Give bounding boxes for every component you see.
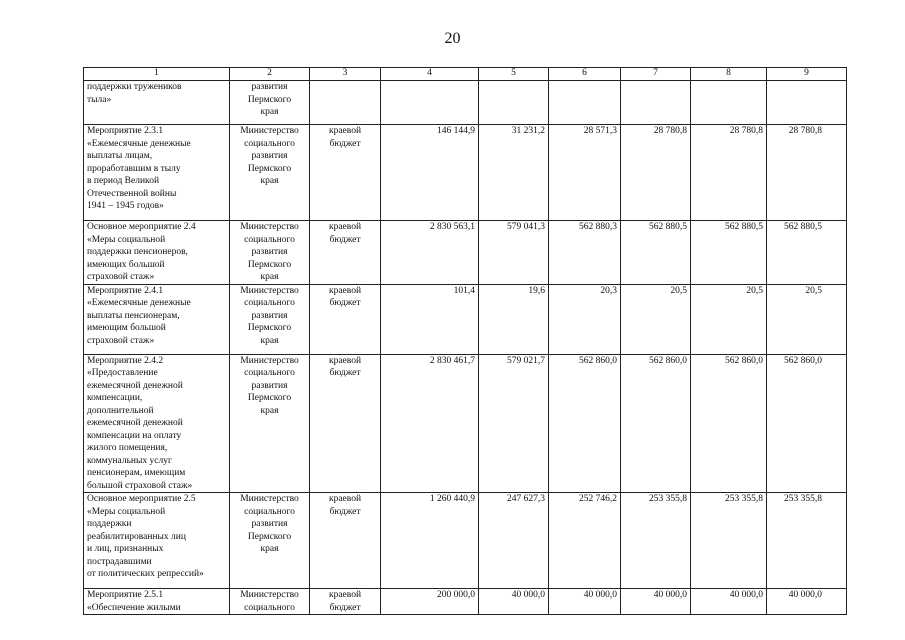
executor-cell: Министерство социального развития Пермского края bbox=[230, 493, 310, 589]
value-cell: 2 830 563,1 bbox=[381, 221, 479, 285]
measure-name-cell: Основное мероприятие 2.4 «Меры социальной поддержки пенсионеров, имеющих большой страховой стаж» bbox=[84, 221, 230, 285]
value-cell: 562 860,0 bbox=[621, 354, 691, 493]
table-row bbox=[84, 493, 847, 589]
column-header: 4 bbox=[381, 68, 479, 81]
funding-source-cell: краевой бюджет bbox=[310, 125, 381, 221]
measure-name-cell: Мероприятие 2.4.2 «Предоставление ежемесячной денежной компенсации, дополнительной ежемесячной денежной компенсации на оплату жилого помещения, коммунальных услуг пенсионерам, имеющим большой страховой стаж» bbox=[84, 354, 230, 493]
value-cell: 31 231,2 bbox=[479, 125, 549, 221]
table-row bbox=[84, 221, 847, 285]
value-cell bbox=[691, 81, 767, 125]
value-cell: 40 000,0 bbox=[479, 589, 549, 615]
table-row bbox=[84, 81, 847, 125]
value-cell: 562 880,5 bbox=[621, 221, 691, 285]
executor-cell: Министерство социального развития Пермского края bbox=[230, 221, 310, 285]
value-cell: 579 021,7 bbox=[479, 354, 549, 493]
executor-cell: Министерство социального bbox=[230, 589, 310, 615]
column-header: 2 bbox=[230, 68, 310, 81]
value-cell: 253 355,8 bbox=[621, 493, 691, 589]
value-cell: 253 355,8 bbox=[691, 493, 767, 589]
value-cell: 19,6 bbox=[479, 284, 549, 354]
value-cell: 40 000,0 bbox=[621, 589, 691, 615]
value-cell: 20,5 bbox=[621, 284, 691, 354]
value-cell bbox=[381, 81, 479, 125]
column-header: 6 bbox=[549, 68, 621, 81]
measure-name-cell: Мероприятие 2.5.1 «Обеспечение жилыми bbox=[84, 589, 230, 615]
value-cell: 20,3 bbox=[549, 284, 621, 354]
value-cell bbox=[767, 81, 847, 125]
funding-source-cell: краевой бюджет bbox=[310, 354, 381, 493]
value-cell: 562 860,0 bbox=[691, 354, 767, 493]
value-cell: 146 144,9 bbox=[381, 125, 479, 221]
value-cell: 40 000,0 bbox=[549, 589, 621, 615]
column-header: 8 bbox=[691, 68, 767, 81]
value-cell bbox=[549, 81, 621, 125]
table-row bbox=[84, 284, 847, 354]
table-row bbox=[84, 354, 847, 493]
value-cell: 28 780,8 bbox=[691, 125, 767, 221]
value-cell: 562 860,0 bbox=[767, 354, 847, 493]
value-cell: 562 880,5 bbox=[767, 221, 847, 285]
value-cell: 200 000,0 bbox=[381, 589, 479, 615]
value-cell: 562 860,0 bbox=[549, 354, 621, 493]
measure-name-cell: поддержки тружеников тыла» bbox=[84, 81, 230, 125]
column-header: 1 bbox=[84, 68, 230, 81]
table-row bbox=[84, 125, 847, 221]
value-cell: 101,4 bbox=[381, 284, 479, 354]
value-cell: 20,5 bbox=[767, 284, 847, 354]
value-cell: 562 880,3 bbox=[549, 221, 621, 285]
measure-name-cell: Мероприятие 2.4.1 «Ежемесячные денежные выплаты пенсионерам, имеющим большой страховой стаж» bbox=[84, 284, 230, 354]
value-cell: 40 000,0 bbox=[691, 589, 767, 615]
value-cell bbox=[621, 81, 691, 125]
executor-cell: Министерство социального развития Пермского края bbox=[230, 354, 310, 493]
value-cell: 252 746,2 bbox=[549, 493, 621, 589]
funding-source-cell: краевой бюджет bbox=[310, 589, 381, 615]
column-header: 3 bbox=[310, 68, 381, 81]
value-cell: 562 880,5 bbox=[691, 221, 767, 285]
value-cell: 28 780,8 bbox=[621, 125, 691, 221]
value-cell: 247 627,3 bbox=[479, 493, 549, 589]
column-number-row bbox=[84, 68, 847, 81]
column-header: 5 bbox=[479, 68, 549, 81]
executor-cell: Министерство социального развития Пермского края bbox=[230, 125, 310, 221]
funding-source-cell: краевой бюджет bbox=[310, 221, 381, 285]
funding-source-cell: краевой бюджет bbox=[310, 493, 381, 589]
value-cell: 28 780,8 bbox=[767, 125, 847, 221]
budget-table bbox=[83, 67, 847, 615]
column-header: 9 bbox=[767, 68, 847, 81]
measure-name-cell: Основное мероприятие 2.5 «Меры социальной поддержки реабилитированных лиц и лиц, признанных пострадавшими от политических репрессий» bbox=[84, 493, 230, 589]
value-cell: 1 260 440,9 bbox=[381, 493, 479, 589]
value-cell: 28 571,3 bbox=[549, 125, 621, 221]
table-row bbox=[84, 589, 847, 615]
value-cell: 579 041,3 bbox=[479, 221, 549, 285]
value-cell: 40 000,0 bbox=[767, 589, 847, 615]
value-cell: 20,5 bbox=[691, 284, 767, 354]
funding-source-cell: краевой бюджет bbox=[310, 284, 381, 354]
funding-source-cell bbox=[310, 81, 381, 125]
executor-cell: развития Пермского края bbox=[230, 81, 310, 125]
value-cell: 2 830 461,7 bbox=[381, 354, 479, 493]
measure-name-cell: Мероприятие 2.3.1 «Ежемесячные денежные выплаты лицам, проработавшим в тылу в период Великой Отечественной войны 1941 – 1945 годов» bbox=[84, 125, 230, 221]
value-cell: 253 355,8 bbox=[767, 493, 847, 589]
page-number: 20 bbox=[444, 30, 461, 47]
column-header: 7 bbox=[621, 68, 691, 81]
executor-cell: Министерство социального развития Пермского края bbox=[230, 284, 310, 354]
value-cell bbox=[479, 81, 549, 125]
